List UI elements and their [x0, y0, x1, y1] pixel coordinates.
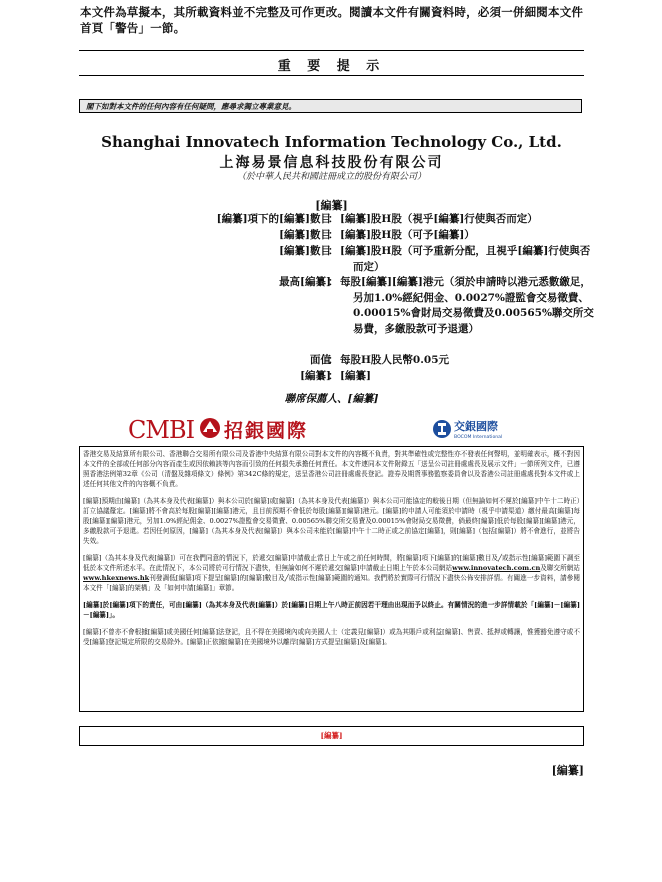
redacted-box: [編纂]	[79, 726, 584, 746]
disclaimer-p3-text-end: 刊發調低[編纂]項下提呈[編纂]的[編纂]數目及╱或指示性[編纂]範圍的通知。我們將於實際可行情況下盡快公佈安排詳情。有關進一步資料，請參閱本文件「[編纂]的架構」及「如何申請[編纂]」章節。	[83, 574, 580, 592]
disclaimer-paragraph-3	[83, 553, 580, 593]
bocom-logo-text-en: BOCOM International	[454, 435, 503, 440]
bocom-logo-text-zh: 交銀國際	[454, 420, 498, 433]
offer-row-value: [編纂]股H股（可予[編纂]）	[340, 229, 475, 241]
sponsor-line: 聯席保薦人、[編纂]	[284, 393, 379, 405]
offer-row-label: [編纂]	[300, 370, 331, 382]
disclaimer-paragraph-1: 香港交易及結算所有限公司、香港聯合交易所有限公司及香港中央結算有限公司對本文件的內容概不負責，對其準確性或完整性亦不發表任何聲明，並明確表示，概不對因本文件的全部或任何部分內容而產生或因依賴該等內容而引致的任何損失承擔任何責任。本文件連同本文件附錄五「送呈公司註冊處處長及展示文件」一節所列文件，已遵照香港法例第32章《公司（清盤及雜項條文）條例》第342C條的規定，送呈香港公司註冊處處長登記。證券及期貨事務監察委員會以及香港公司註冊處處長對本文件或上述任何其他文件的內容概不負責。	[83, 450, 580, 488]
draft-warning-notice: 本文件為草擬本，其所載資料並不完整及可作更改。閱讀本文件有關資料時，必須一併細閱本文件首頁「警告」一節。	[80, 5, 584, 35]
offer-row-value: [編纂]股H股（可予重新分配，且視乎[編纂]行使與否而定）	[340, 245, 591, 273]
cmbi-logo-text-zh: 招銀國際	[224, 420, 309, 442]
disclaimer-paragraph-2: [編纂]預期由[編纂]（為其本身及代表[編纂]）與本公司於[編纂]或[編纂]（為其本身及代表[編纂]）與本公司可能協定的較後日期（但無論如何不遲於[編纂]中午十二時正）訂立協議釐定。[編纂]將不會高於每股[編纂][編纂]港元，且目前預期不會低於每股[編纂][編纂]港元。[編纂]的申請人可能須於申請時（視乎申請渠道）繳付最高[編纂]每股[編纂][編纂]港元，另加1.0%經紀佣金、0.0027%證監會交易徵費、0.00565%聯交所交易費及0.00015%會財局交易徵費，倘最終[編纂]低於每股[編纂][編纂]港元，多繳股款可予退還。若因任何原因，[編纂]（為其本身及代表[編纂]）與本公司未能於[編纂]中午十二時正或之前協定[編纂]，則[編纂]（包括[編纂]）將不會進行，並將告失效。	[83, 497, 580, 545]
hkexnews-link[interactable]: www.hkexnews.hk	[83, 574, 150, 582]
incorporation-note: （於中華人民共和國註冊成立的股份有限公司）	[236, 172, 426, 182]
offer-row-label: 最高[編纂]	[279, 276, 331, 288]
offer-row-colon: ：	[328, 229, 339, 241]
offer-row-label: 面值	[310, 354, 331, 366]
offer-row-colon: ：	[328, 213, 339, 225]
bocom-logo	[432, 418, 514, 440]
bocom-logo-graphic	[432, 418, 514, 440]
bocom-emblem-icon	[433, 420, 451, 438]
company-name-zh: 上海易景信息科技股份有限公司	[219, 155, 444, 171]
disclaimer-paragraph-5: [編纂]不曾亦不會根據[編纂]或美國任何[編纂]法登記，且不得在美國境內或向美國人士（定義見[編纂]）或為其賬戶或利益[編纂]、售賣、抵押或轉讓，惟獲豁免遵守或不受[編纂]登記規定所限的交易除外。[編纂]正依據[編纂]在美國境外以離岸[編纂]方式提呈[編纂]及[編纂]。	[83, 628, 580, 646]
offer-row-value: 每股H股人民幣0.05元	[340, 354, 449, 366]
footer-redacted-mark: [編纂]	[551, 764, 584, 777]
cmbi-logo	[128, 415, 314, 443]
offer-heading: [編纂]	[315, 199, 348, 212]
important-title: 重 要 提 示	[277, 59, 386, 74]
offer-row-colon: ：	[328, 370, 339, 382]
offer-row-label: [編纂]數目	[279, 245, 331, 257]
disclaimer-p3-text-mid: 及聯交所網站	[540, 564, 580, 572]
offer-row-value: 每股[編纂][編纂]港元（須於申請時以港元悉數繳足，另加1.0%經紀佣金、0.0027%證監會交易徵費、0.00015%會財局交易徵費及0.00565%聯交所交易費，多繳股款可予退還）	[340, 276, 594, 335]
offer-row-label: [編纂]項下的[編纂]數目	[216, 213, 331, 225]
disclaimer-box	[79, 446, 584, 712]
divider-title	[79, 75, 584, 76]
advice-box: 閣下如對本文件的任何內容有任何疑問，應尋求獨立專業意見。	[79, 99, 582, 113]
cmbi-emblem-icon	[200, 418, 220, 438]
disclaimer-p3-text-start: [編纂]（為其本身及代表[編纂]）可在我們同意的情況下，於遞交[編纂]申請截止當日上午或之前任何時間，將[編纂]項下[編纂]的[編纂]數目及╱或指示性[編纂]範圍下調至低於本文件所述水平。在此情況下，本公司將於可行情況下盡快，但無論如何不遲於遞交[編纂]申請截止日期上午於本公司網站	[83, 554, 580, 572]
offer-row-colon: ：	[328, 276, 339, 288]
offer-row-value: [編纂]股H股（視乎[編纂]行使與否而定）	[340, 213, 538, 225]
offer-row-colon: ：	[328, 354, 339, 366]
company-name-en: Shanghai Innovatech Information Technology Co., Ltd.	[101, 133, 562, 151]
offer-row-value: [編纂]	[340, 370, 371, 382]
offer-row-colon: ：	[328, 245, 339, 257]
divider-top	[79, 50, 584, 51]
cmbi-logo-graphic	[128, 415, 314, 443]
disclaimer-paragraph-4: [編纂]於[編纂]項下的責任，可由[編纂]（為其本身及代表[編纂]）於[編纂]日期上午八時正前因若干理由出現而予以終止。有關情況的進一步詳情載於「[編纂]－[編纂]－[編纂]」。	[83, 601, 580, 619]
offer-row-label: [編纂]數目	[279, 229, 331, 241]
cmbi-logo-text-en: CMBI	[128, 416, 195, 443]
company-website-link[interactable]: www.innovatech.com.cn	[452, 564, 541, 572]
